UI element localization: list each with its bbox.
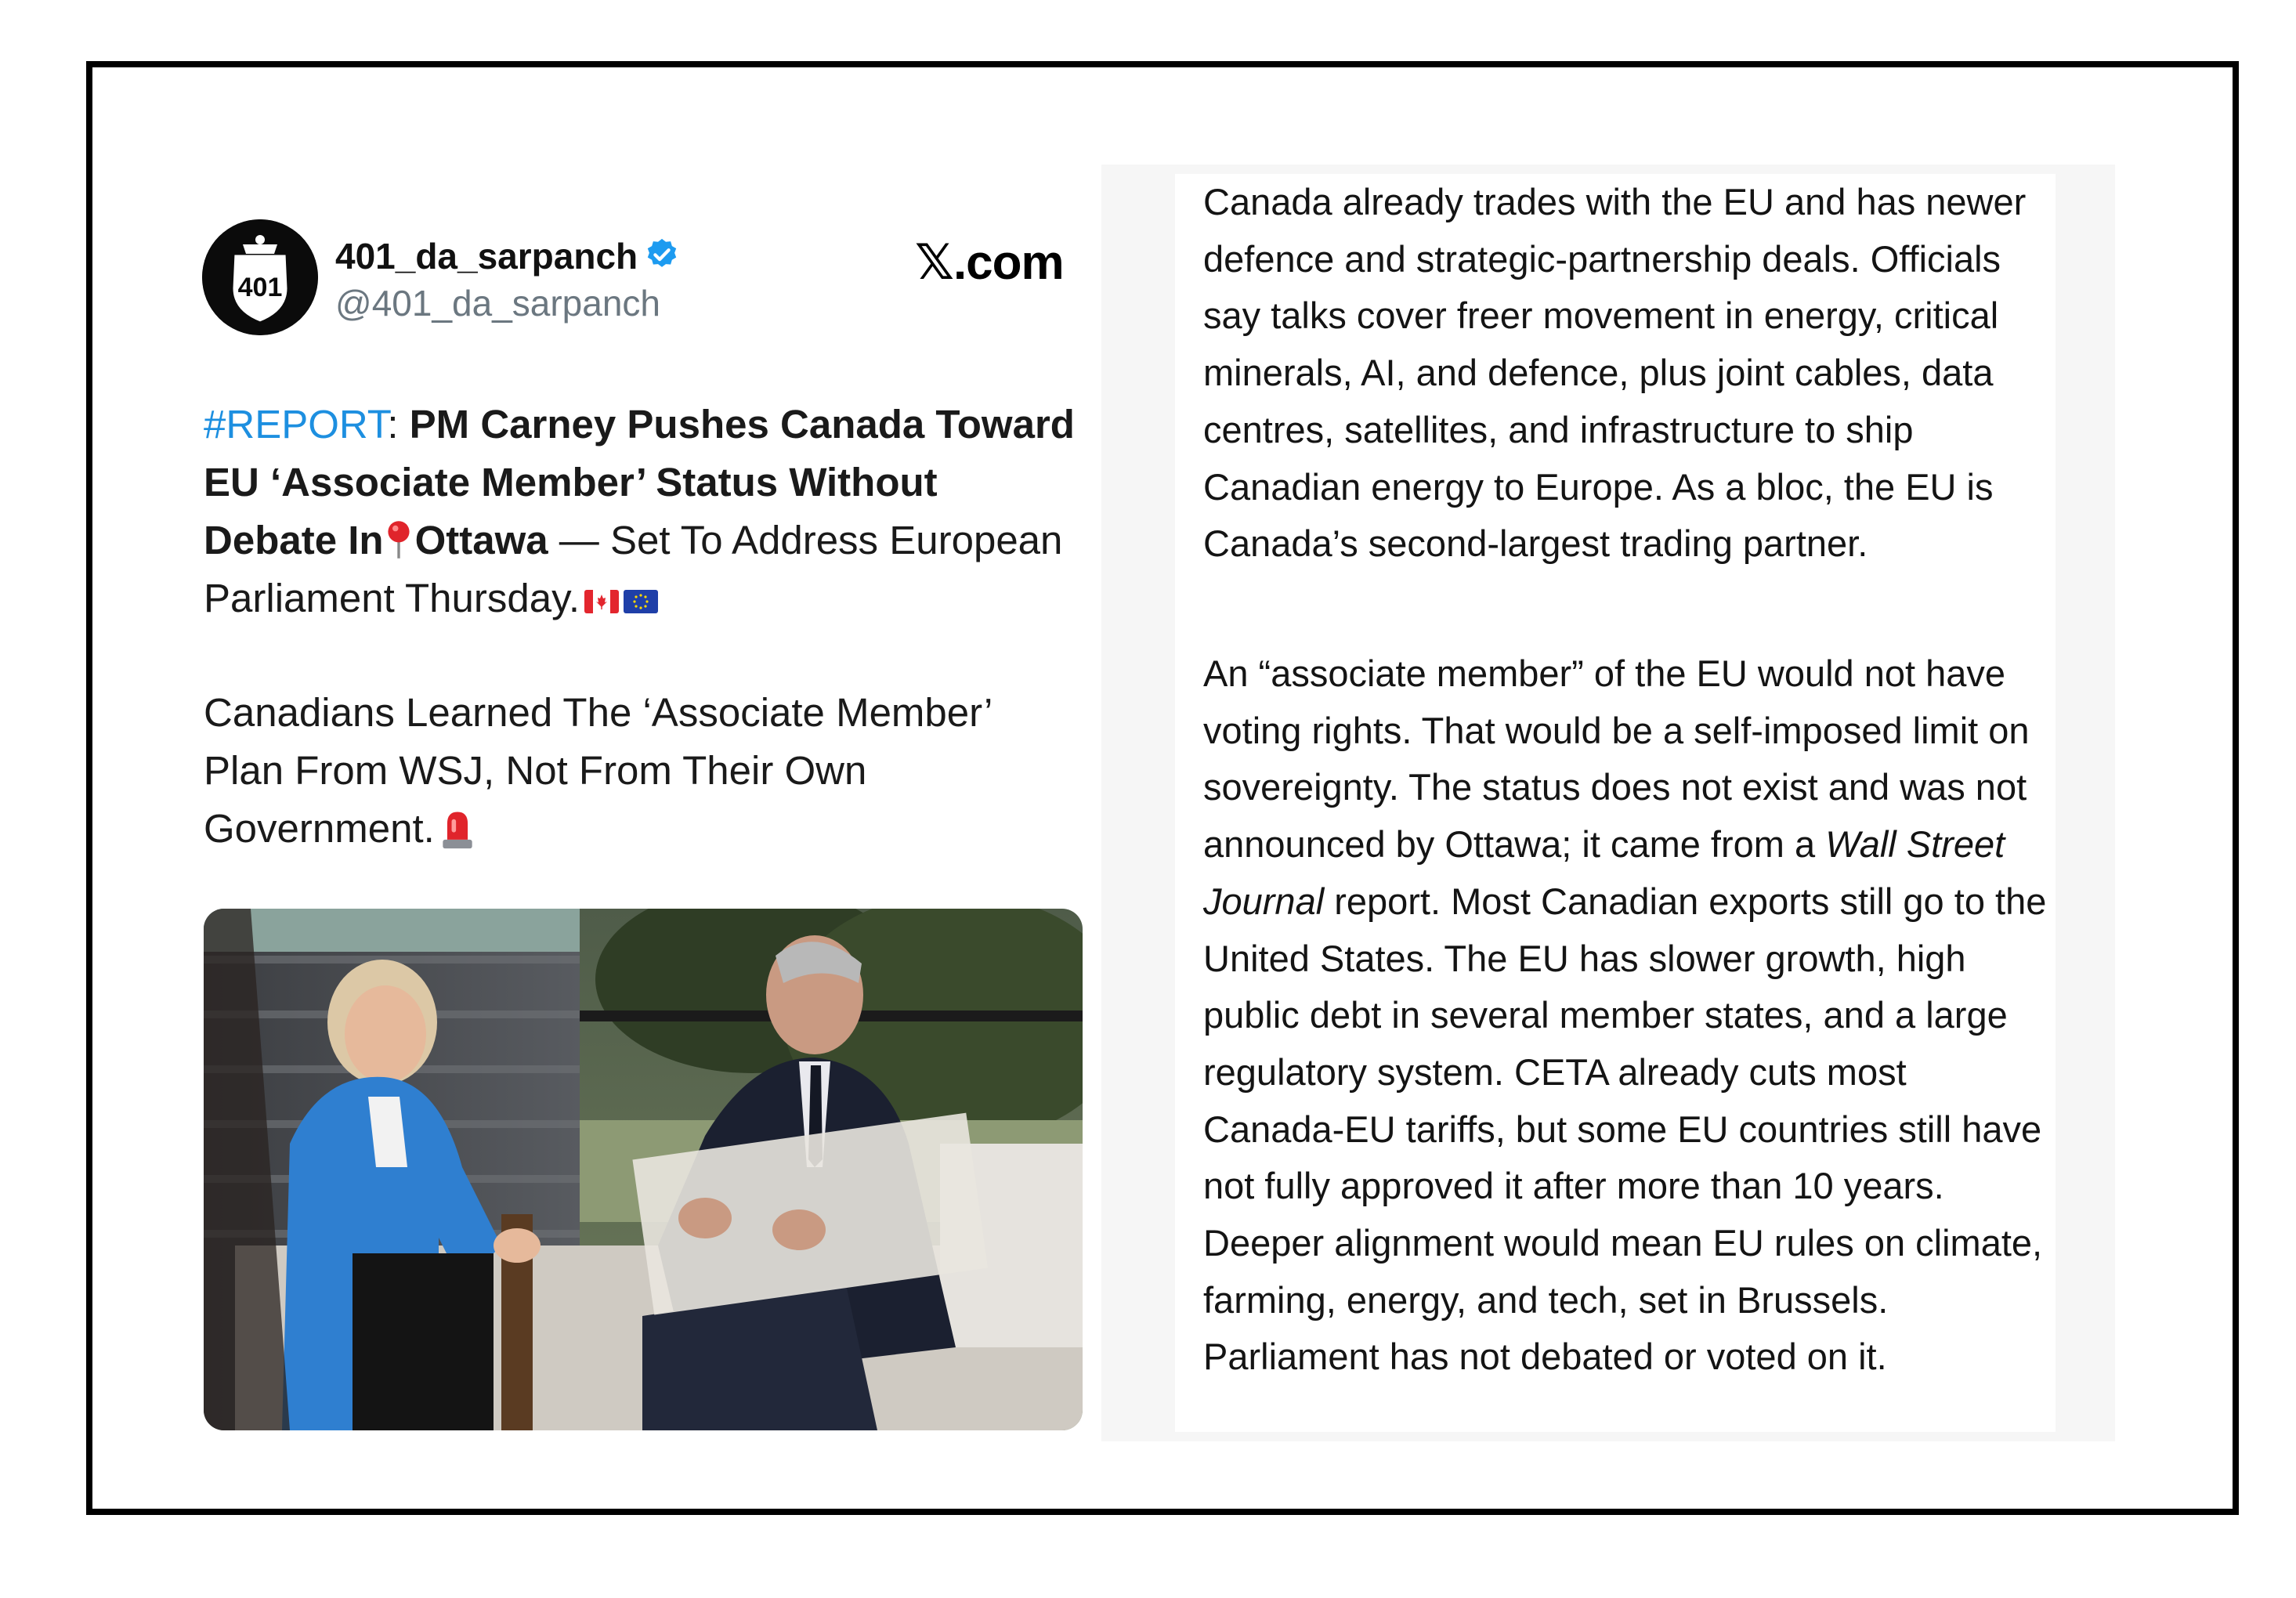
headline-location: Ottawa [414,518,548,562]
article-publication-name: Wall Street Journal [1203,823,2005,922]
tweet-photo[interactable] [204,909,1083,1430]
police-light-icon [439,806,475,850]
handle[interactable]: @401_da_sarpanch [335,283,661,324]
hashtag-link[interactable]: #REPORT [204,402,388,446]
round-pushpin-icon [385,519,412,560]
flag-canada-icon [584,590,619,613]
article-panel [1175,174,2056,1432]
tweet-paragraph-1 [204,396,1081,627]
flag-eu-icon [624,590,658,613]
x-com-badge: 𝕏.com [915,236,1064,290]
hashtag-colon: : [387,402,399,446]
article-paragraph-2 [1203,645,2057,1386]
display-name[interactable]: 401_da_sarpanch [335,236,638,277]
article-paragraph-2-b: report. Most Canadian exports still go to the United States. The EU has slower growth, high public debt in several member states, and a large regulatory system. CETA already cuts most Canada-EU tariffs, but some EU countries still have not fully approved it after more than 10 years. Deeper alignment would mean EU rules on climate, farming, energy, and tech, set in Brussels. Parliament has not debated or voted on it. [1203,880,2047,1378]
tweet-text [204,396,1081,858]
headline-rest: — Set To Address European Parliament Thursday. [204,518,1063,620]
tweet-paragraph-2-text: Canadians Learned The ‘Associate Member’ Plan From WSJ, Not From Their Own Government. [204,690,992,851]
avatar[interactable] [202,219,318,335]
headline-bold: PM Carney Pushes Canada Toward EU ‘Associate Member’ Status Without Debate In [204,402,1075,562]
avatar-text: 401 [237,273,283,302]
tweet-paragraph-2 [204,684,1081,858]
article-paragraph-2-a: An “associate member” of the EU would not have voting rights. That would be a self-imposed limit on sovereignty. The status does not exist and was not announced by Ottawa; it came from a [1203,653,2030,866]
verified-badge-icon [644,237,680,273]
article-paragraph-1: Canada already trades with the EU and has newer defence and strategic-partnership deals. Officials say talks cover freer movement in energy, critical minerals, AI, and defence, plus joint cables, data centres, satellites, and infrastructure to ship Canadian energy to Europe. As a bloc, the EU is Canada’s second-largest trading partner. [1203,181,2027,565]
